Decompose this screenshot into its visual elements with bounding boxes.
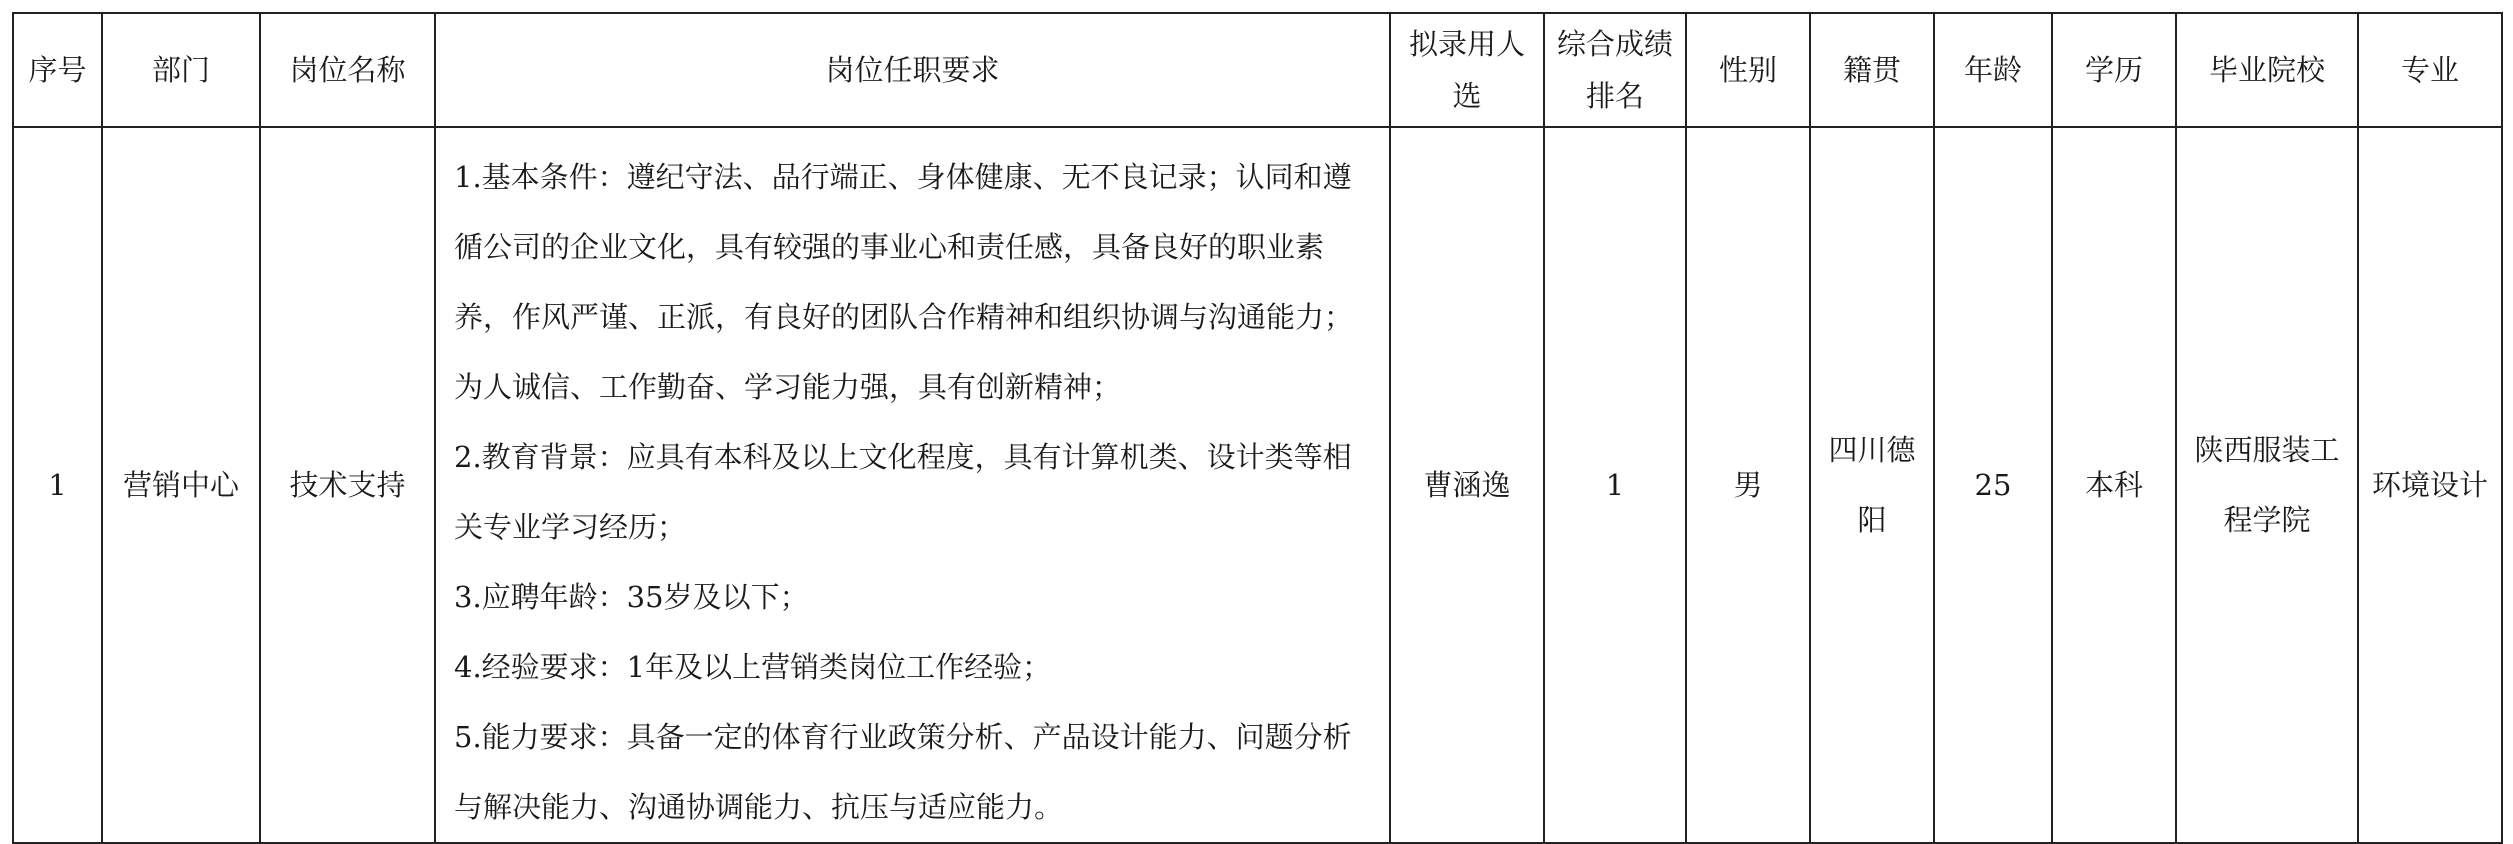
header-origin: 籍贯 (1810, 13, 1934, 127)
cell-candidate: 曹涵逸 (1390, 127, 1544, 843)
requirement-line: 1.基本条件：遵纪守法、品行端正、身体健康、无不良记录；认同和遵 (454, 160, 1352, 194)
header-candidate: 拟录用人选 (1390, 13, 1544, 127)
cell-school: 陕西服装工程学院 (2176, 127, 2358, 843)
requirement-line: 与解决能力、沟通协调能力、抗压与适应能力。 (454, 790, 1064, 824)
requirement-line: 为人诚信、工作勤奋、学习能力强，具有创新精神； (454, 370, 1122, 404)
cell-education: 本科 (2052, 127, 2176, 843)
recruitment-table (12, 12, 2503, 844)
cell-requirements (435, 127, 1390, 843)
header-school: 毕业院校 (2176, 13, 2358, 127)
cell-position: 技术支持 (260, 127, 435, 843)
requirement-line: 3.应聘年龄：35岁及以下； (454, 580, 809, 614)
requirement-line: 关专业学习经历； (454, 510, 687, 544)
cell-major: 环境设计 (2358, 127, 2502, 843)
header-gender: 性别 (1686, 13, 1810, 127)
header-rank: 综合成绩排名 (1544, 13, 1686, 127)
requirement-line: 4.经验要求：1年及以上营销类岗位工作经验； (454, 650, 1052, 684)
header-row (13, 13, 2502, 127)
cell-dept: 营销中心 (102, 127, 260, 843)
table-row (13, 127, 2502, 843)
header-education: 学历 (2052, 13, 2176, 127)
requirement-line: 5.能力要求：具备一定的体育行业政策分析、产品设计能力、问题分析 (454, 720, 1352, 754)
header-seq: 序号 (13, 13, 102, 127)
cell-rank: 1 (1544, 127, 1686, 843)
header-age: 年龄 (1934, 13, 2052, 127)
requirement-line: 循公司的企业文化，具有较强的事业心和责任感，具备良好的职业素 (454, 230, 1325, 264)
cell-age: 25 (1934, 127, 2052, 843)
requirement-line: 2.教育背景：应具有本科及以上文化程度，具有计算机类、设计类等相 (454, 440, 1352, 474)
cell-gender: 男 (1686, 127, 1810, 843)
header-dept: 部门 (102, 13, 260, 127)
requirement-line: 养，作风严谨、正派，有良好的团队合作精神和组织协调与沟通能力； (454, 300, 1354, 334)
header-requirements: 岗位任职要求 (435, 13, 1390, 127)
cell-seq: 1 (13, 127, 102, 843)
header-position: 岗位名称 (260, 13, 435, 127)
header-major: 专业 (2358, 13, 2502, 127)
cell-origin: 四川德阳 (1810, 127, 1934, 843)
